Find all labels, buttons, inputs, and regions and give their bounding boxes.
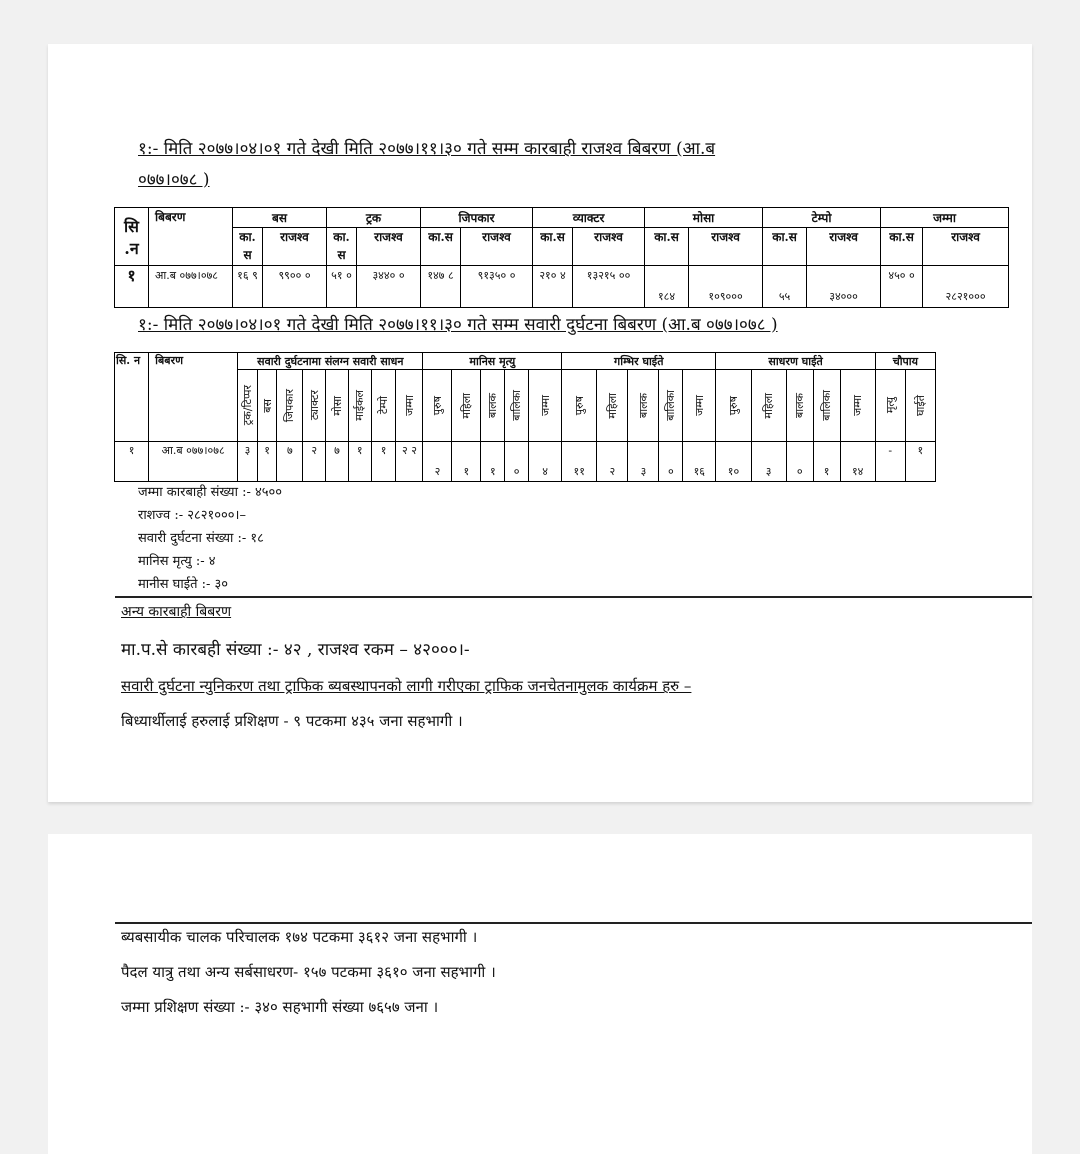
table-cell: ७ [277, 442, 303, 482]
subheader-label: जम्मा [402, 395, 416, 416]
subheader-label: बालिका [664, 390, 678, 421]
group-header-tractor: व्याक्टर [533, 208, 645, 228]
subheader-label: ट्रक/टिप्पर [241, 385, 254, 426]
subheader-cell: राजश्व [263, 228, 327, 266]
subheader-cell [840, 370, 875, 442]
subheader-cell [257, 370, 277, 442]
subheader-cell: का.स [421, 228, 461, 266]
subheader-label: पुरुष [572, 395, 586, 416]
group-header-truck: ट्रक [327, 208, 421, 228]
group-header-motorcycle: मोसा [645, 208, 763, 228]
subheader-cell: का. स [327, 228, 357, 266]
table-cell: ५१ ० [327, 266, 357, 308]
subheader-cell [423, 370, 452, 442]
students-training-line: बिध्यार्थीलाई हरुलाई प्रशिक्षण - ९ पटकमा ४३५ जना सहभागी । [121, 712, 463, 730]
subheader-label: घाईते [913, 394, 927, 417]
revenue-subheader-row [115, 228, 1009, 266]
subheader-cell: का.स [645, 228, 689, 266]
subheader-label: बालक [486, 392, 500, 419]
accident-table [114, 352, 936, 482]
table-cell: १ [905, 442, 935, 482]
subheader-label: पुरुष [430, 395, 444, 416]
subheader-cell: का.स [533, 228, 573, 266]
subheader-label: महिला [762, 392, 776, 419]
table-cell: ३ [751, 442, 786, 482]
group-header-deaths: मानिस मृत्यु [423, 353, 562, 370]
table-cell: ३ [238, 442, 258, 482]
mapase-line: मा.प.से कारबही संख्या :- ४२ , राजश्व रकम – ४२०००।- [121, 640, 470, 660]
subheader-cell [659, 370, 683, 442]
table-cell: २ [303, 442, 326, 482]
subheader-label: बालक [793, 392, 807, 419]
subheader-cell [905, 370, 935, 442]
summary-injuries: मानीस घाईते :- ३० [138, 577, 229, 592]
table-cell: २ [423, 442, 452, 482]
subheader-cell [683, 370, 716, 442]
subheader-cell [505, 370, 529, 442]
summary-total-actions: जम्मा कारबाही संख्या :- ४५०० [138, 485, 283, 500]
group-header-livestock: चौपाय [875, 353, 935, 370]
description-header: बिबरण [149, 208, 233, 266]
group-header-total: जम्मा [881, 208, 1009, 228]
subheader-label: ट्याक्टर [307, 390, 321, 421]
subheader-cell [751, 370, 786, 442]
table-cell: ० [659, 442, 683, 482]
document-page-2 [48, 834, 1032, 1154]
table-cell: १ [371, 442, 396, 482]
drivers-training-line: ब्यबसायीक चालक परिचालक १७४ पटकमा ३६१२ जना सहभागी । [121, 928, 478, 946]
subheader-cell: राजश्व [357, 228, 421, 266]
subheader-cell [326, 370, 349, 442]
row-description: आ.ब ०७७।०७८ [149, 442, 238, 482]
other-action-title: अन्य कारबाही बिबरण [121, 604, 232, 620]
subheader-label: माईकल [353, 390, 367, 421]
table-cell: १ [348, 442, 371, 482]
subheader-cell [529, 370, 562, 442]
row-serial: १ [115, 442, 149, 482]
subheader-cell [277, 370, 303, 442]
table-cell: ० [505, 442, 529, 482]
table-cell: २१० ४ [533, 266, 573, 308]
table-cell: ९१३५० ० [461, 266, 533, 308]
subheader-cell [452, 370, 481, 442]
table-cell: १४ [840, 442, 875, 482]
subheader-cell [371, 370, 396, 442]
subheader-cell [628, 370, 659, 442]
subheader-label: महिला [459, 392, 473, 419]
table-cell: १ [452, 442, 481, 482]
row-serial: १ [115, 266, 149, 308]
subheader-cell [813, 370, 840, 442]
subheader-cell: का. स [233, 228, 263, 266]
table-cell: ३४००० [807, 266, 881, 308]
section-divider [115, 922, 1032, 924]
summary-list [138, 481, 282, 596]
table-cell: १० [716, 442, 751, 482]
group-header-jeepcar: जिपकार [421, 208, 533, 228]
subheader-label: बस [260, 398, 274, 413]
group-header-minor-injury: साधरण घाईते [716, 353, 875, 370]
table-cell: ११ [562, 442, 597, 482]
table-cell: ३ [628, 442, 659, 482]
subheader-cell [562, 370, 597, 442]
table-cell: १८४ [645, 266, 689, 308]
table-cell: २८२१००० [923, 266, 1009, 308]
revenue-heading-line1: १:- मिति २०७७।०४।०१ गते देखी मिति २०७७।११।३० गते सम्म कारबाही राजश्व बिबरण (आ.ब [138, 139, 716, 159]
subheader-cell [348, 370, 371, 442]
table-cell: २ [597, 442, 628, 482]
table-cell: १३२१५ ०० [573, 266, 645, 308]
group-header-vehicles: सवारी दुर्घटनामा संलग्न सवारी साधन [238, 353, 423, 370]
section-divider [115, 596, 1032, 598]
summary-revenue: राशज्व :- २८२१०००।– [138, 508, 246, 523]
subheader-label: जिपकार [283, 388, 297, 423]
table-cell: १४७ ८ [421, 266, 461, 308]
table-cell: १ [481, 442, 505, 482]
revenue-table [114, 207, 1009, 308]
serial-number-header: सि. न [115, 353, 149, 442]
subheader-label: मृत्यु [883, 397, 897, 414]
subheader-label: टेम्पो [377, 396, 391, 415]
row-description: आ.ब ०७७।०७८ [149, 266, 233, 308]
subheader-cell: राजश्व [689, 228, 763, 266]
subheader-label: जम्मा [692, 395, 706, 416]
table-cell: ३४४० ० [357, 266, 421, 308]
subheader-cell [716, 370, 751, 442]
subheader-cell [303, 370, 326, 442]
serial-number-header: सि .न [115, 208, 149, 266]
subheader-cell [597, 370, 628, 442]
subheader-cell [238, 370, 258, 442]
accident-heading: १:- मिति २०७७।०४।०१ गते देखी मिति २०७७।११।३० गते सम्म सवारी दुर्घटना बिबरण (आ.ब ०७७।०७८ ) [138, 315, 778, 335]
table-row [115, 266, 1009, 308]
table-cell: ० [786, 442, 813, 482]
subheader-cell [481, 370, 505, 442]
subheader-label: बालक [636, 392, 650, 419]
subheader-label: पुरुष [726, 395, 740, 416]
table-cell: १६ ९ [233, 266, 263, 308]
subheader-cell: का.स [881, 228, 923, 266]
subheader-cell [786, 370, 813, 442]
table-cell: ५५ [763, 266, 807, 308]
table-cell: ४५० ० [881, 266, 923, 308]
table-cell: १ [813, 442, 840, 482]
summary-deaths: मानिस मृत्यु :- ४ [138, 554, 216, 569]
table-cell: २ २ [396, 442, 423, 482]
table-cell: १०९००० [689, 266, 763, 308]
subheader-cell: राजश्व [923, 228, 1009, 266]
subheader-label: जम्मा [538, 395, 552, 416]
awareness-title: सवारी दुर्घटना न्युनिकरण तथा ट्राफिक ब्यबस्थापनको लागी गरीएका ट्राफिक जनचेतनामुलक कार्यक्रम हरु – [121, 677, 692, 695]
table-cell: - [875, 442, 905, 482]
subheader-cell: राजश्व [573, 228, 645, 266]
pedestrians-training-line: पैदल यात्रु तथा अन्य सर्बसाधरण- १५७ पटकमा ३६१० जना सहभागी । [121, 963, 496, 981]
group-header-serious-injury: गम्भिर घाईते [562, 353, 716, 370]
subheader-cell: का.स [763, 228, 807, 266]
subheader-cell: राजश्व [807, 228, 881, 266]
subheader-label: बालिका [820, 390, 834, 421]
table-cell: ४ [529, 442, 562, 482]
subheader-cell [875, 370, 905, 442]
group-header-bus: बस [233, 208, 327, 228]
subheader-label: मोसा [330, 395, 344, 416]
subheader-cell: राजश्व [461, 228, 533, 266]
table-cell: ७ [326, 442, 349, 482]
subheader-label: बालिका [510, 390, 524, 421]
total-training-line: जम्मा प्रशिक्षण संख्या :- ३४० सहभागी संख्या ७६५७ जना । [121, 998, 439, 1016]
document-page-1 [48, 44, 1032, 802]
summary-accident-count: सवारी दुर्घटना संख्या :- १८ [138, 531, 264, 546]
subheader-label: जम्मा [851, 395, 865, 416]
accident-subheader-row [115, 370, 936, 442]
description-header: बिबरण [149, 353, 238, 442]
revenue-heading [138, 134, 715, 196]
group-header-tempo: टेम्पो [763, 208, 881, 228]
table-cell: ९९०० ० [263, 266, 327, 308]
subheader-label: महिला [605, 392, 619, 419]
table-cell: १ [257, 442, 277, 482]
revenue-heading-line2: ०७७।०७८ ) [138, 170, 210, 190]
subheader-cell [396, 370, 423, 442]
table-cell: १६ [683, 442, 716, 482]
table-row [115, 442, 936, 482]
